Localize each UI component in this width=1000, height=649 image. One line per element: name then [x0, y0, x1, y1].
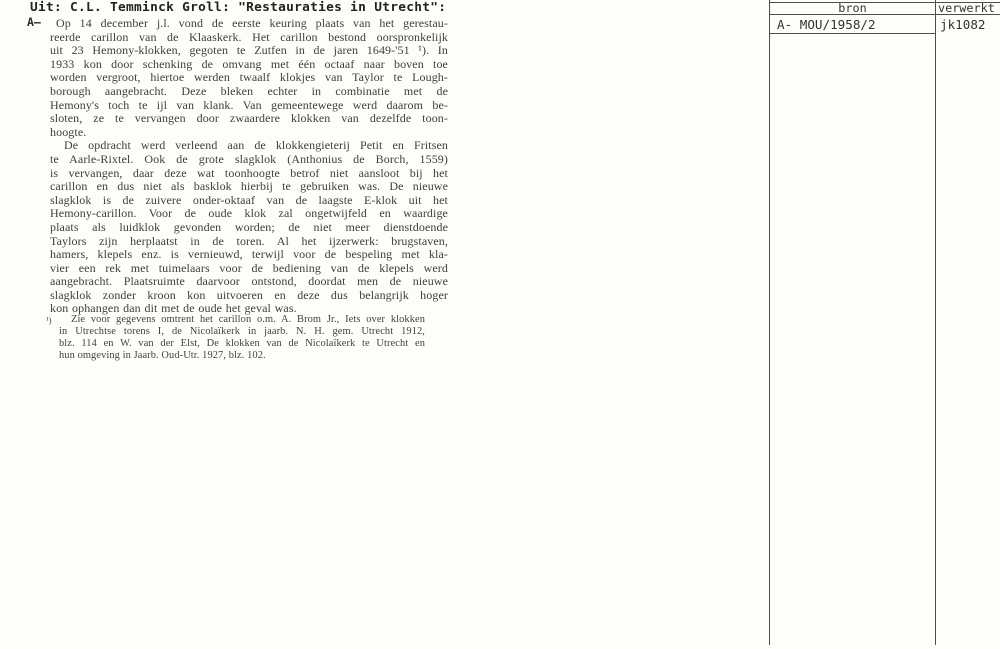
text-line: slagklok zonder kroon kon uitvoeren en deze dus belangrijk hoger — [50, 287, 448, 302]
text-line: Hemony's toch te ijl van klank. Van gemeentewege werd daarom be- — [50, 97, 448, 112]
text-line: kon ophangen dan dit met de oude het geval was. — [50, 301, 297, 316]
text-line: borough aangebracht. Deze bleken echter in combinatie met de — [50, 83, 448, 98]
column-header-bron: bron — [838, 1, 867, 15]
text-line: hamers, klepels enz. is vernieuwd, terwijl voor de bespeling met kla- — [50, 247, 448, 262]
table-vertical-border-middle — [935, 0, 936, 645]
margin-marker-a: A– — [27, 15, 41, 29]
text-line: worden vergroot, hiertoe werden twaalf klokjes van Taylor te Lough- — [50, 70, 448, 85]
text-line: is vervangen, daar deze wat toonhoogte betrof niet aansloot bij het — [50, 165, 448, 180]
text-line: De opdracht werd verleend aan de klokkengieterij Petit en Fritsen — [64, 138, 448, 153]
text-line: reerde carillon van de Klaaskerk. Het carillon bestond oorspronkelijk — [50, 29, 448, 44]
text-line: hun omgeving in Jaarb. Oud-Utr. 1927, blz. 102. — [59, 349, 266, 361]
text-line: aangebracht. Plaatsruimte daarvoor ontstond, doordat men de nieuwe — [50, 274, 448, 289]
table-cell-verwerkt: jk1082 — [940, 17, 986, 32]
text-line: plaats als luidklok gevonden worden; de niet meer dienstdoende — [50, 219, 448, 234]
text-line: Op 14 december j.l. vond de eerste keuring plaats van het gerestau- — [56, 16, 448, 30]
paragraph — [50, 17, 448, 139]
text-line: in Utrechtse torens I, de Nicolaïkerk in jaarb. N. H. gem. Utrecht 1912, — [59, 325, 425, 337]
text-line: carillon en dus niet als basklok hierbij te gebruiken was. De nieuwe — [50, 179, 448, 194]
text-line: hoogte. — [50, 124, 87, 139]
table-cell-bron: A- MOU/1958/2 — [777, 17, 876, 32]
text-line: Hemony-carillon. Voor de oude klok zal ongetwijfeld en waardige — [50, 206, 448, 221]
text-line: te Aarle-Rixtel. Ook de grote slagklok (Anthonius de Borch, 1559) — [50, 151, 448, 166]
text-line: Zie voor gegevens omtrent het carillon o.m. A. Brom Jr., Iets over klokken — [71, 313, 425, 325]
text-line: Taylors zijn herplaatst in de toren. Al het ijzerwerk: brugstaven, — [50, 233, 448, 248]
document-title: Uit: C.L. Temminck Groll: "Restauraties in Utrecht": — [30, 0, 447, 15]
text-line: blz. 114 en W. van der Elst, De klokken van de Nicolaïkerk te Utrecht en — [59, 337, 425, 349]
text-line: vier een rek met tuimelaars voor de bediening van de klepels werd — [50, 260, 448, 275]
table-row-underline — [769, 33, 936, 34]
text-line: uit 23 Hemony-klokken, gegoten te Zutfen in de jaren 1649-'51 ¹). In — [50, 43, 448, 58]
body-paragraphs — [50, 17, 448, 316]
text-line: slagklok is de zuivere onder-oktaaf van de laagste E-klok uit het — [50, 192, 448, 207]
column-header-verwerkt: verwerkt — [938, 1, 995, 15]
paragraph — [50, 139, 448, 316]
footnote-marker: ¹) — [46, 315, 52, 325]
text-line: sloten, ze te vervangen door zwaardere klokken van dezelfde toon- — [50, 111, 448, 126]
footnote-lines — [59, 314, 425, 362]
table-vertical-border-left — [769, 0, 770, 645]
text-line: 1933 kon door schenking de omvang met één octaaf naar boven toe — [50, 56, 448, 71]
